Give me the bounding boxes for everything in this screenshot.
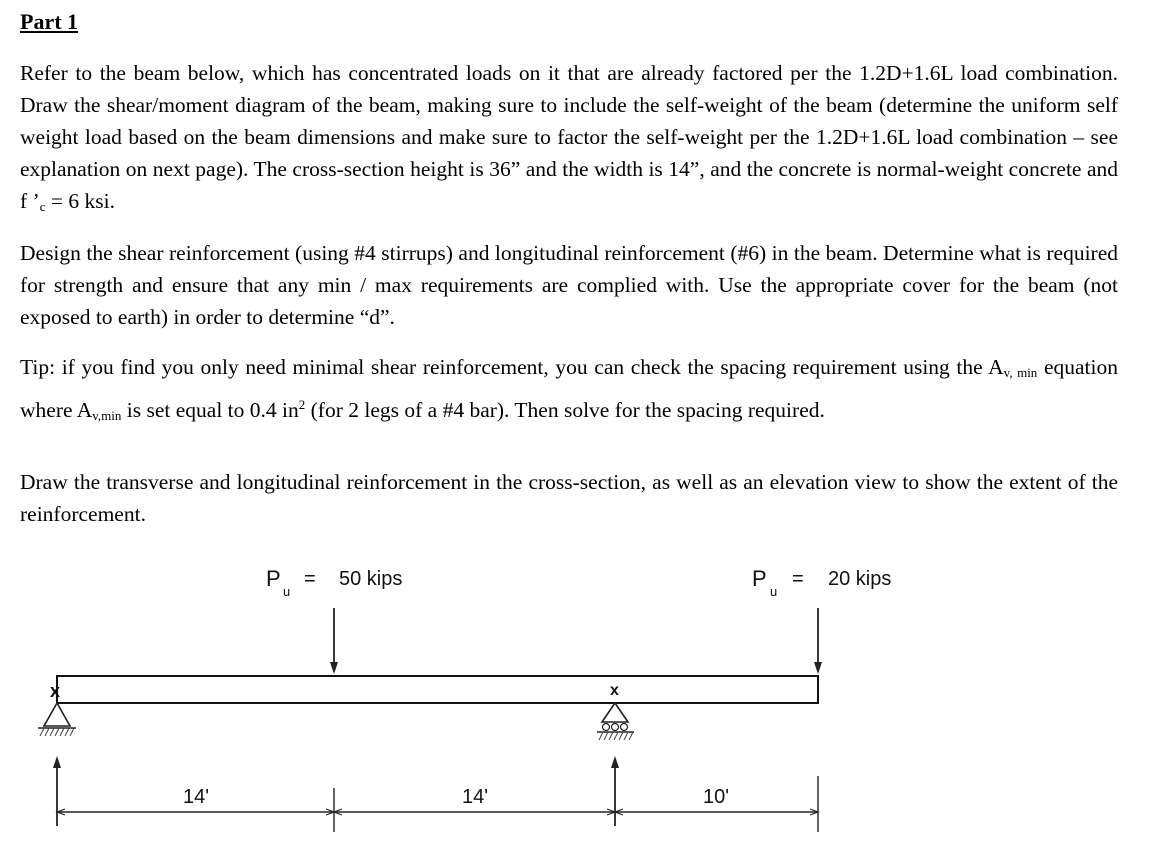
roller-mark: x [610, 682, 619, 699]
paragraph-drawing-task: Draw the transverse and longitudinal reinforcement in the cross-section, as well as an elevation view to show the extent of the reinforcement. [20, 470, 1118, 526]
dimension-label-3: 10' [702, 786, 730, 808]
load1-subscript: u [283, 584, 291, 599]
p3-text-b: equation where A [20, 355, 1118, 422]
load-label-20-kips [752, 566, 891, 599]
load1-value: 50 kips [339, 568, 403, 590]
pin-mark: x [50, 681, 61, 701]
load-arrow-50-kips [330, 608, 338, 674]
p3-subscript-b: v,min [92, 408, 122, 423]
load1-symbol: P [266, 566, 281, 591]
load1-equals: = [304, 568, 316, 590]
section-heading: Part 1 [20, 9, 79, 34]
load2-equals: = [792, 568, 804, 590]
p3-superscript: 2 [298, 397, 306, 412]
p1-text-a: Refer to the beam below, which has concentrated loads on it that are already factored per the 1.2D+1.6L load combination. Draw the shear/moment diagram of the beam, making sure to include the self-weight of the beam (determine the uniform self weight load based on the beam dimensions and make sure to factor the self-weight per the 1.2D+1.6L load combination – see explanation on next page). The cross-section height is 36” and the width is 14”, and the concrete is normal-weight concrete and f ’ [20, 61, 1118, 213]
p1-subscript-c: c [39, 199, 46, 214]
p3-subscript-a: v, min [1003, 365, 1038, 380]
p3-text-d: (for 2 legs of a #4 bar). Then solve for the spacing required. [305, 398, 825, 422]
load2-symbol: P [752, 566, 767, 591]
beam [57, 676, 818, 703]
load2-subscript: u [770, 584, 778, 599]
load-arrow-20-kips [814, 608, 822, 674]
p3-text-c: is set equal to 0.4 in [121, 398, 299, 422]
p1-text-b: = 6 ksi. [45, 189, 115, 213]
load2-value: 20 kips [828, 568, 892, 590]
dimension-label-2: 14' [461, 786, 489, 808]
load-label-50-kips [266, 566, 402, 599]
dimension-label-1: 14' [182, 786, 210, 808]
p3-text-a: Tip: if you find you only need minimal shear reinforcement, you can check the spacing requirement using the A [20, 355, 1004, 379]
paragraph-design-task: Design the shear reinforcement (using #4 stirrups) and longitudinal reinforcement (#6) in the beam. Determine what is required for strength and ensure that any min / max requirements are complied with. Use the appropriate cover for the beam (not exposed to earth) in order to determine “d”. [20, 241, 1118, 329]
reaction-arrow-left [53, 756, 61, 826]
reaction-arrow-middle [611, 756, 619, 826]
